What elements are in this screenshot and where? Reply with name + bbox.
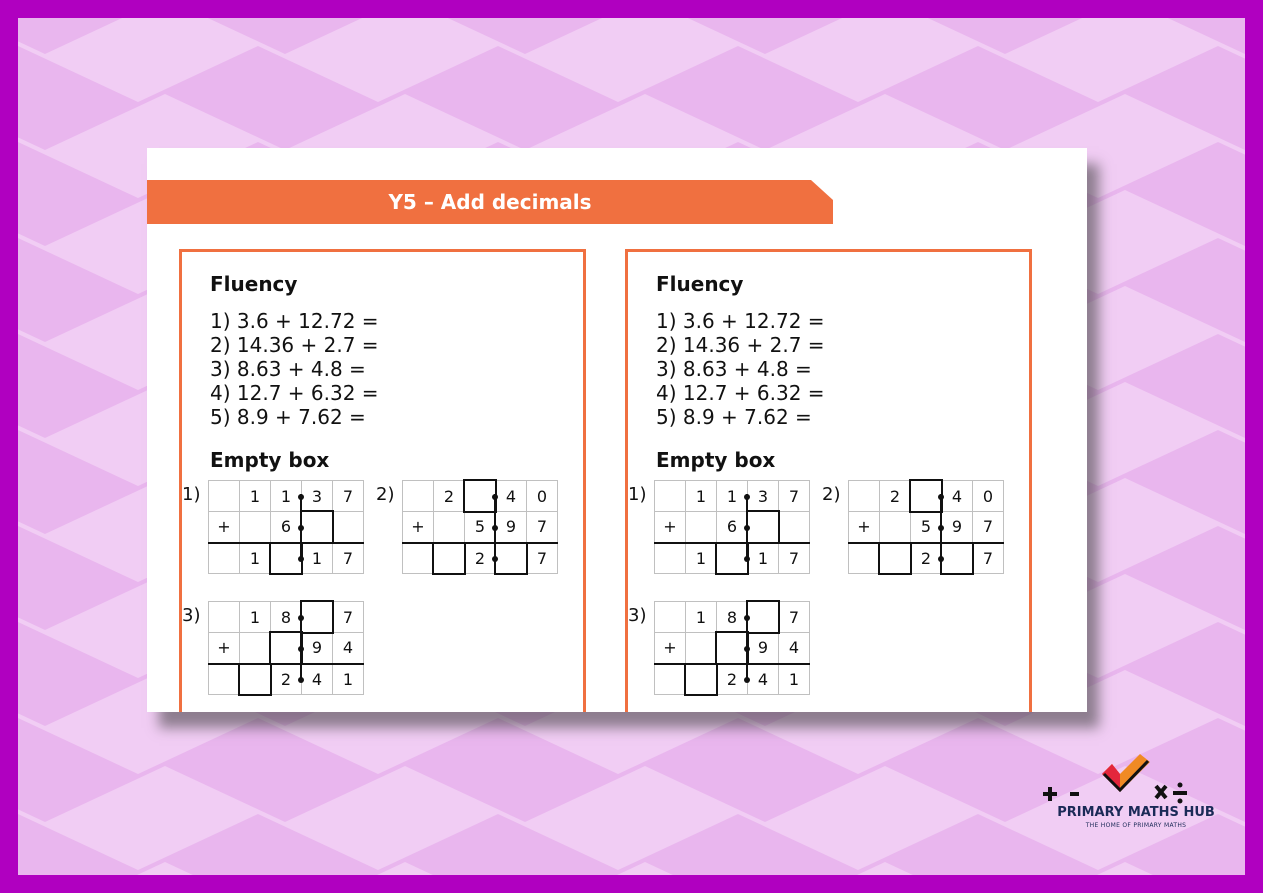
grid-cell: [655, 543, 686, 574]
grid-cell: 7: [527, 543, 558, 574]
grid-cell: 6: [717, 512, 748, 543]
grid-cell: 7: [527, 512, 558, 543]
grid-cell: 1: [717, 481, 748, 512]
grid-cell: [686, 633, 717, 664]
grid-cell: [655, 481, 686, 512]
addition-grid: [208, 601, 364, 695]
fluency-question: 2) 14.36 + 2.7 =: [656, 333, 825, 357]
grid-cell: +: [655, 633, 686, 664]
grid-cell: +: [209, 512, 240, 543]
grid-cell: 1: [686, 602, 717, 633]
grid-cell: 4: [942, 481, 973, 512]
grid-cell: 7: [973, 512, 1004, 543]
addition-grid: [208, 480, 364, 574]
empty-answer-box[interactable]: [880, 543, 911, 574]
decimal-point: [744, 615, 750, 621]
grid-cell: 3: [748, 481, 779, 512]
grid-cell: 7: [333, 543, 364, 574]
grid-cell: 5: [465, 512, 496, 543]
grid-cell: 3: [302, 481, 333, 512]
empty-box-heading: Empty box: [656, 448, 776, 472]
grid-cell: [240, 633, 271, 664]
decimal-point: [298, 646, 304, 652]
decimal-point: [744, 494, 750, 500]
problem-number: 2): [376, 484, 395, 505]
grid-cell: 6: [271, 512, 302, 543]
grid-cell: [880, 512, 911, 543]
empty-answer-box[interactable]: [240, 664, 271, 695]
grid-cell: 4: [302, 664, 333, 695]
empty-answer-box[interactable]: [942, 543, 973, 574]
decimal-point: [298, 525, 304, 531]
grid-cell: 9: [748, 633, 779, 664]
grid-cell: 4: [748, 664, 779, 695]
grid-cell: [333, 512, 364, 543]
empty-answer-box[interactable]: [302, 512, 333, 543]
fluency-question: 3) 8.63 + 4.8 =: [656, 357, 812, 381]
decimal-point: [298, 615, 304, 621]
grid-cell: +: [849, 512, 880, 543]
problem-number: 3): [182, 605, 201, 626]
fluency-question: 5) 8.9 + 7.62 =: [210, 405, 366, 429]
grid-cell: 2: [271, 664, 302, 695]
empty-answer-box[interactable]: [911, 481, 942, 512]
grid-cell: 8: [717, 602, 748, 633]
fluency-question-list: [210, 309, 379, 429]
grid-cell: [779, 512, 810, 543]
grid-cell: 5: [911, 512, 942, 543]
grid-cell: [434, 512, 465, 543]
addition-grid: [848, 480, 1004, 574]
fluency-question: 5) 8.9 + 7.62 =: [656, 405, 812, 429]
grid-cell: 1: [686, 543, 717, 574]
problem-number: 2): [822, 484, 841, 505]
grid-cell: 1: [271, 481, 302, 512]
grid-cell: 7: [779, 602, 810, 633]
grid-cell: 1: [686, 481, 717, 512]
chevron-stripe: [18, 18, 1245, 54]
grid-cell: 4: [333, 633, 364, 664]
plus-icon: [1043, 787, 1057, 801]
divide-icon: [1173, 783, 1187, 804]
fluency-question: 2) 14.36 + 2.7 =: [210, 333, 379, 357]
problem-number: 1): [628, 484, 647, 505]
empty-answer-box[interactable]: [434, 543, 465, 574]
grid-cell: 2: [911, 543, 942, 574]
addition-grid: [402, 480, 558, 574]
grid-cell: 2: [465, 543, 496, 574]
grid-cell: 9: [302, 633, 333, 664]
decimal-point: [744, 556, 750, 562]
decimal-point: [298, 677, 304, 683]
grid-cell: [209, 481, 240, 512]
decimal-point: [492, 494, 498, 500]
empty-answer-box[interactable]: [271, 633, 302, 664]
empty-answer-box[interactable]: [465, 481, 496, 512]
grid-cell: 2: [434, 481, 465, 512]
worksheet-panel-left: [179, 249, 586, 712]
logo-tagline: THE HOME OF PRIMARY MATHS: [1085, 822, 1187, 829]
empty-answer-box[interactable]: [748, 512, 779, 543]
decimal-point: [298, 556, 304, 562]
logo-name: PRIMARY MATHS HUB: [1057, 805, 1215, 820]
grid-cell: [403, 543, 434, 574]
grid-cell: 2: [880, 481, 911, 512]
grid-cell: [655, 664, 686, 695]
grid-cell: +: [209, 633, 240, 664]
grid-cell: 1: [240, 543, 271, 574]
empty-answer-box[interactable]: [302, 602, 333, 633]
grid-cell: [849, 481, 880, 512]
empty-answer-box[interactable]: [748, 602, 779, 633]
grid-cell: 7: [779, 543, 810, 574]
fluency-question: 4) 12.7 + 6.32 =: [210, 381, 379, 405]
check-mark-icon: [1102, 754, 1150, 792]
decimal-point: [744, 525, 750, 531]
grid-cell: 1: [748, 543, 779, 574]
grid-cell: [849, 543, 880, 574]
decimal-point: [744, 677, 750, 683]
fluency-heading: Fluency: [210, 272, 298, 296]
grid-cell: [240, 512, 271, 543]
grid-cell: 7: [973, 543, 1004, 574]
grid-cell: 0: [973, 481, 1004, 512]
decimal-point: [744, 646, 750, 652]
decimal-point: [298, 494, 304, 500]
grid-cell: [403, 481, 434, 512]
fluency-question: 1) 3.6 + 12.72 =: [210, 309, 379, 333]
grid-cell: 1: [240, 481, 271, 512]
grid-cell: [209, 664, 240, 695]
fluency-question-list: [656, 309, 825, 429]
decimal-point: [938, 494, 944, 500]
empty-answer-box[interactable]: [686, 664, 717, 695]
empty-answer-box[interactable]: [496, 543, 527, 574]
grid-cell: 4: [496, 481, 527, 512]
primary-maths-hub-logo: [1040, 752, 1230, 832]
worksheet-card: [147, 148, 1087, 712]
problem-number: 3): [628, 605, 647, 626]
empty-answer-box[interactable]: [717, 633, 748, 664]
grid-cell: [686, 512, 717, 543]
decimal-point: [938, 556, 944, 562]
fluency-question: 3) 8.63 + 4.8 =: [210, 357, 366, 381]
grid-cell: 2: [717, 664, 748, 695]
worksheet-title: Y5 – Add decimals: [388, 190, 592, 214]
grid-cell: 9: [942, 512, 973, 543]
grid-cell: +: [403, 512, 434, 543]
multiply-icon: [1156, 786, 1166, 798]
grid-cell: +: [655, 512, 686, 543]
grid-cell: [209, 602, 240, 633]
grid-cell: 1: [302, 543, 333, 574]
fluency-question: 4) 12.7 + 6.32 =: [656, 381, 825, 405]
grid-cell: 0: [527, 481, 558, 512]
fluency-question: 1) 3.6 + 12.72 =: [656, 309, 825, 333]
grid-cell: 8: [271, 602, 302, 633]
grid-cell: 9: [496, 512, 527, 543]
addition-grid: [654, 601, 810, 695]
grid-cell: 7: [333, 481, 364, 512]
grid-cell: [655, 602, 686, 633]
minus-icon: [1070, 792, 1079, 796]
decimal-point: [492, 556, 498, 562]
worksheet-panel-right: [625, 249, 1032, 712]
chevron-stripe: [18, 46, 1245, 150]
grid-cell: [209, 543, 240, 574]
grid-cell: 7: [333, 602, 364, 633]
grid-cell: 7: [779, 481, 810, 512]
empty-box-heading: Empty box: [210, 448, 330, 472]
empty-answer-box[interactable]: [271, 543, 302, 574]
fluency-heading: Fluency: [656, 272, 744, 296]
empty-answer-box[interactable]: [717, 543, 748, 574]
addition-grid: [654, 480, 810, 574]
grid-cell: 4: [779, 633, 810, 664]
grid-cell: 1: [333, 664, 364, 695]
grid-cell: 1: [240, 602, 271, 633]
grid-cell: 1: [779, 664, 810, 695]
decimal-point: [492, 525, 498, 531]
problem-number: 1): [182, 484, 201, 505]
decimal-point: [938, 525, 944, 531]
